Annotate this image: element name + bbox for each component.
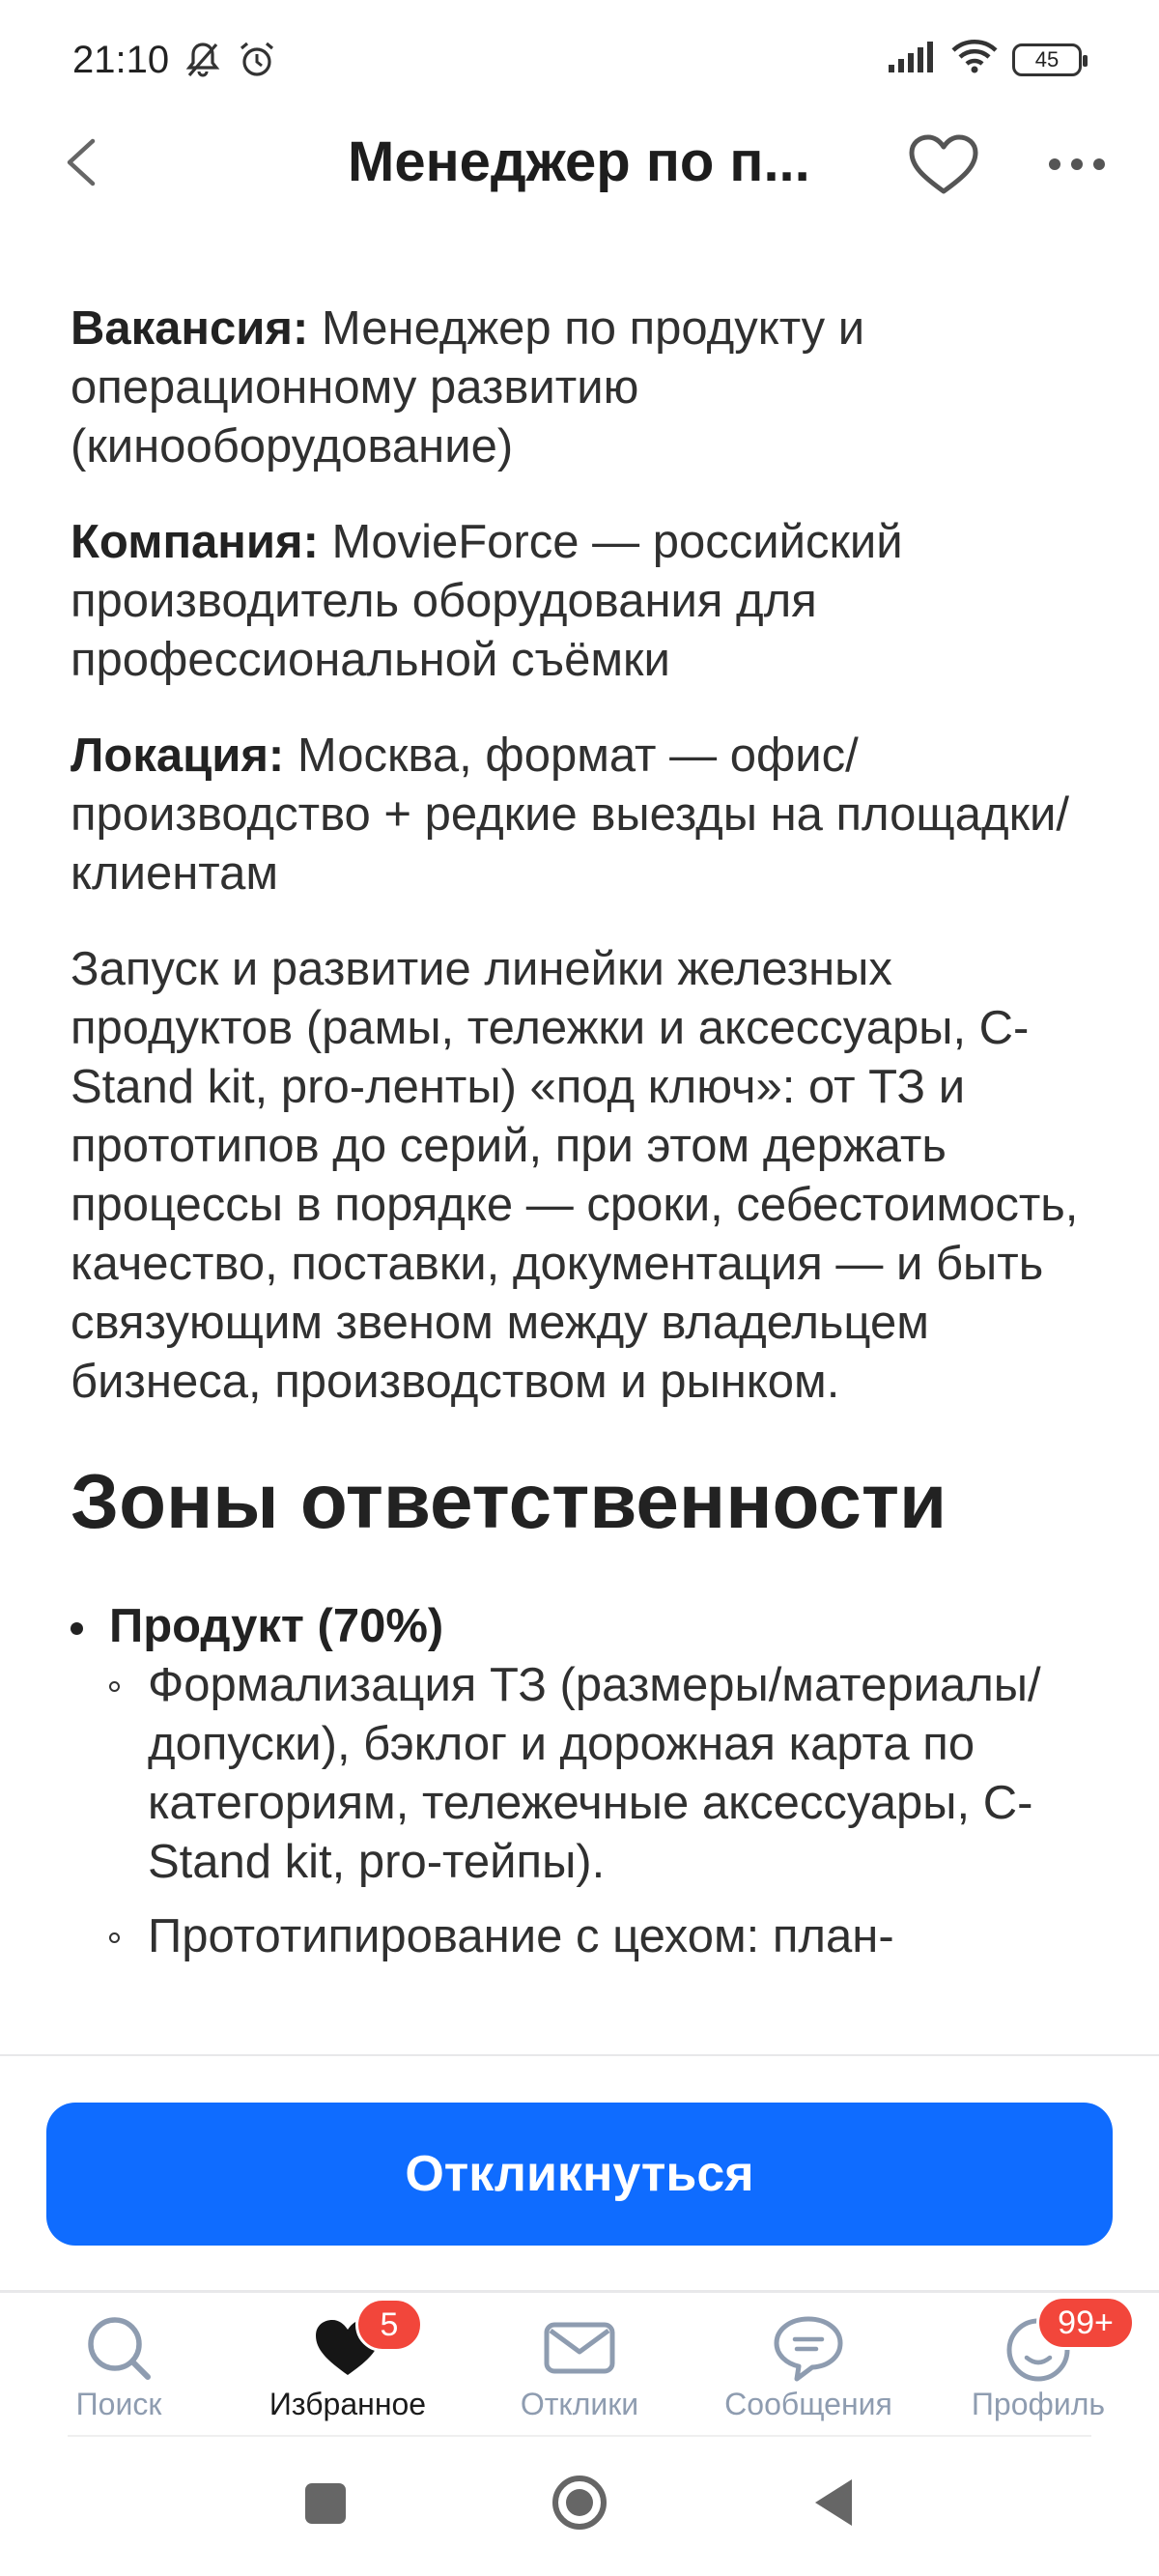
nav-item-messages[interactable] — [693, 2298, 924, 2428]
nav-label: Сообщения — [724, 2387, 892, 2421]
envelope-icon — [543, 2311, 616, 2385]
battery-icon — [1012, 43, 1082, 76]
sub-item-text: Формализация ТЗ (размеры/материалы/допуски), бэклог и дорожная карта по категориям, тележечные аксессуары, C-Stand kit, pro-тейпы). — [148, 1659, 1041, 1888]
profile-badge: 99+ — [1036, 2296, 1135, 2350]
more-button[interactable] — [1043, 135, 1111, 193]
position-label: Вакансия: — [71, 302, 309, 355]
location-value: Москва, формат — офис/производство + редкие выезды на площадки/клиентам — [71, 730, 1070, 900]
sub-bullet-marker — [109, 1932, 120, 1943]
vacancy-description — [71, 300, 1094, 2058]
more-dots-icon — [1043, 135, 1111, 193]
heart-outline-icon — [906, 131, 981, 199]
status-time: 21:10 — [72, 39, 170, 81]
position-value: Менеджер по продукту и операционному развитию (кинооборудование) — [71, 302, 865, 472]
favorites-badge: 5 — [355, 2298, 423, 2352]
recent-apps-button[interactable] — [305, 2483, 346, 2524]
nav-item-favorites[interactable] — [232, 2298, 464, 2428]
system-nav-bar — [0, 2454, 1159, 2576]
alarm-icon — [236, 39, 278, 86]
page-title: Менеджер по п... — [348, 130, 810, 193]
search-icon — [82, 2311, 155, 2385]
favorite-button[interactable] — [906, 131, 981, 199]
bullet-marker — [71, 1622, 83, 1635]
location-paragraph — [71, 727, 1094, 903]
chevron-left-icon — [56, 133, 114, 191]
nav-item-responses[interactable] — [464, 2298, 695, 2428]
list-item — [71, 1597, 1094, 1966]
muted-bell-icon — [182, 39, 224, 86]
nav-label: Отклики — [520, 2387, 639, 2421]
company-value: MovieForce — российский производитель оборудования для профессиональной съёмки — [71, 516, 903, 686]
battery-level: 45 — [1034, 46, 1060, 72]
company-label: Компания: — [71, 516, 319, 568]
bottom-nav — [0, 2298, 1159, 2428]
sub-list-item — [109, 1907, 1094, 1966]
nav-item-search[interactable] — [3, 2298, 235, 2428]
wifi-icon — [950, 39, 999, 80]
system-back-button[interactable] — [809, 2474, 858, 2532]
responsibilities-heading: Зоны ответственности — [71, 1458, 947, 1544]
position-paragraph — [71, 300, 1094, 476]
status-icons-right — [887, 39, 1082, 80]
divider — [68, 2435, 1091, 2437]
sub-item-text: Прототипирование с цехом: план- — [148, 1910, 894, 1962]
bullet-title: Продукт (70%) — [109, 1600, 444, 1652]
location-label: Локация: — [71, 730, 285, 782]
description-paragraph: Запуск и развитие линейки железных продуктов (рамы, тележки и аксессуары, C-Stand kit, pro-ленты) «под ключ»: от ТЗ и прототипов до серий, при этом держать процессы в порядке — сроки, себестоимость, качество, поставки, документация — и быть связующим звеном между владельцем бизнеса, производством и рынком. — [71, 943, 1079, 1408]
nav-label: Поиск — [75, 2387, 162, 2421]
nav-label: Профиль — [971, 2387, 1106, 2421]
divider — [0, 2054, 1159, 2056]
home-button[interactable] — [551, 2474, 608, 2532]
sub-list-item — [109, 1656, 1094, 1892]
respond-button[interactable]: Откликнуться — [46, 2103, 1113, 2246]
responsibilities-list — [71, 1597, 1094, 1966]
app-header — [0, 116, 1159, 213]
status-icons-left — [182, 39, 278, 86]
nav-item-profile[interactable] — [922, 2298, 1154, 2428]
sub-bullet-marker — [109, 1681, 120, 1692]
status-bar — [0, 0, 1159, 126]
back-button[interactable] — [56, 133, 114, 191]
nav-label: Избранное — [269, 2387, 427, 2421]
chat-bubble-icon — [772, 2311, 845, 2385]
company-paragraph — [71, 513, 1094, 690]
divider — [0, 2290, 1159, 2293]
signal-icon — [887, 40, 937, 79]
